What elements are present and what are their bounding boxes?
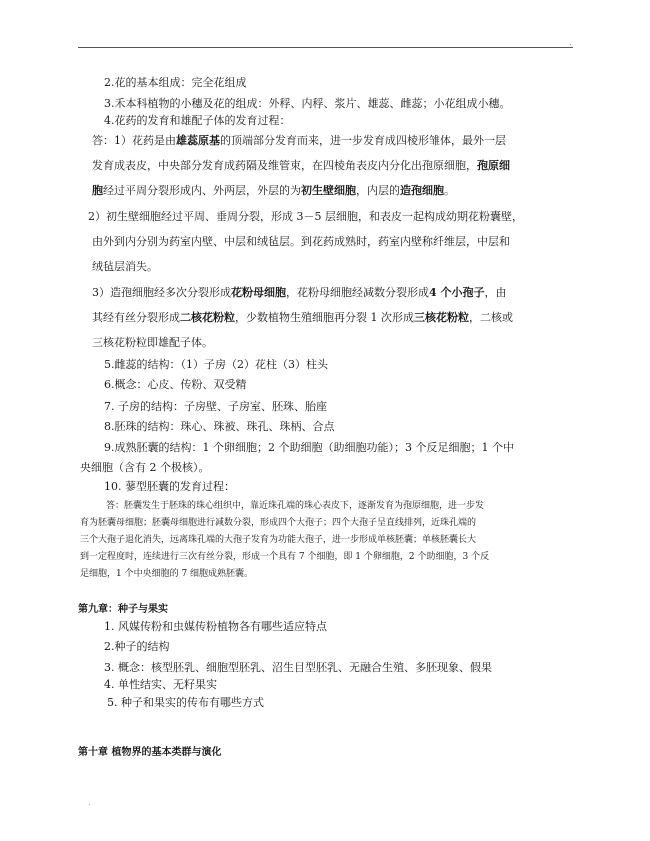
chapter-9-question-1: 1. 风媒传粉和虫媒传粉植物各有哪些适应特点 (104, 620, 327, 633)
chapter-9-question-3: 3. 概念：核型胚乳、细胞型胚乳、沼生目型胚乳、无融合生殖、多胚现象、假果 (104, 661, 492, 674)
text: ，由 (484, 286, 507, 299)
text: ，少数植物生殖细胞再分裂 1 次形成 (235, 311, 414, 324)
answer-1-line-1 (92, 132, 506, 148)
text: 其经有丝分裂形成 (92, 311, 180, 324)
answer-1-line-2 (92, 157, 510, 173)
bold-term: 孢原细 (477, 159, 510, 172)
chapter-9-question-5: 5. 种子和果实的传布有哪些方式 (107, 696, 264, 709)
chapter-9-question-4: 4. 单性结实、无籽果实 (104, 678, 217, 691)
chapter-10-heading: 第十章 植物界的基本类群与演化 (78, 747, 222, 758)
text: ，二核或 (469, 311, 513, 324)
item-4: 4.花药的发育和雄配子体的发育过程： (104, 114, 291, 127)
bold-term: 花粉母细胞 (231, 286, 286, 299)
bold-term: 胞 (92, 184, 103, 197)
bold-term: 初生壁细胞 (301, 184, 356, 197)
answer-10-line-4: 到一定程度时，连续进行三次有丝分裂，形成一个具有 7 个细胞，即 1 个卵细胞，2 个助细胞，3 个反 (80, 552, 490, 562)
text: 经过平周分裂形成内、外两层，外层的为 (103, 184, 301, 197)
answer-2-line-3: 绒毡层消失。 (92, 260, 158, 273)
bold-term: 造孢细胞 (400, 184, 444, 197)
bold-term: 三核花粉粒 (414, 311, 469, 324)
item-10: 10. 蓼型胚囊的发育过程： (104, 480, 235, 493)
chapter-9-question-2: 2.种子的结构 (104, 640, 170, 653)
item-2: 2.花的基本组成：完全花组成 (104, 76, 247, 89)
answer-2-line-1: 2）初生壁细胞经过平周、垂周分裂，形成 3－5 层细胞，和表皮一起构成幼期花粉囊壁， (88, 210, 523, 223)
answer-3-line-2 (92, 309, 513, 325)
page-mark: . (88, 798, 91, 808)
bold-term: 二核花粉粒 (180, 311, 235, 324)
answer-2-line-2: 由外到内分别为药室内壁、中层和绒毡层。到花药成熟时，药室内壁称纤维层，中层和 (92, 235, 510, 248)
bold-term: 雄蕊原基 (176, 134, 220, 147)
text: 3）造孢细胞经多次分裂形成 (92, 286, 231, 299)
answer-1-line-3 (92, 182, 455, 198)
answer-3-line-3: 三核花粉粒即雄配子体。 (92, 336, 213, 349)
text: ，内层的 (356, 184, 400, 197)
text: 的顶端部分发育而来，进一步发育成四棱形雏体，最外一层 (220, 134, 506, 147)
text: 答：1）花药是由 (92, 134, 176, 147)
text: 发育成表皮，中央部分发育成药隔及维管束，在四棱角表皮内分化出孢原细胞， (92, 159, 477, 172)
text: ，花粉母细胞经减数分裂形成 (286, 286, 429, 299)
bold-term: 4 个小孢子 (429, 286, 485, 299)
item-3: 3.禾本科植物的小穗及花的组成：外稃、内稃、浆片、雄蕊、雌蕊；小花组成小穗。 (104, 97, 511, 110)
item-5: 5.雌蕊的结构：（1）子房（2）花柱（3）柱头 (104, 358, 328, 371)
answer-10-line-2: 育为胚囊母细胞；胚囊母细胞进行减数分裂，形成四个大孢子；四个大孢子呈直线排列，近珠孔端的 (80, 518, 477, 528)
item-9-line-2: 央细胞（含有 2 个极核）。 (80, 461, 210, 474)
chapter-9-heading: 第九章：种子与果实 (78, 604, 168, 615)
answer-3-line-1 (92, 284, 506, 300)
header-rule (78, 47, 573, 48)
item-8: 8.胚珠的结构：珠心、珠被、珠孔、珠柄、合点 (104, 420, 335, 433)
text: 。 (444, 184, 455, 197)
item-9-line-1: 9.成熟胚囊的结构：1 个卵细胞；2 个助细胞（助细胞功能）；3 个反足细胞；1 个中 (104, 441, 514, 454)
corner-mark: . (569, 38, 572, 48)
answer-10-line-5: 足细胞，1 个中央细胞的 7 细胞成熟胚囊。 (80, 569, 254, 579)
item-7: 7. 子房的结构：子房壁、子房室、胚珠、胎座 (104, 400, 327, 413)
answer-10-line-1: 答：胚囊发生于胚珠的珠心组织中，靠近珠孔端的珠心表皮下，逐渐发育为孢原细胞，进一步发 (106, 501, 485, 511)
item-6: 6.概念：心皮、传粉、双受精 (104, 378, 247, 391)
answer-10-line-3: 三个大孢子退化消失，远离珠孔端的大孢子发育为功能大孢子，进一步形成单核胚囊；单核胚囊长大 (80, 535, 477, 545)
